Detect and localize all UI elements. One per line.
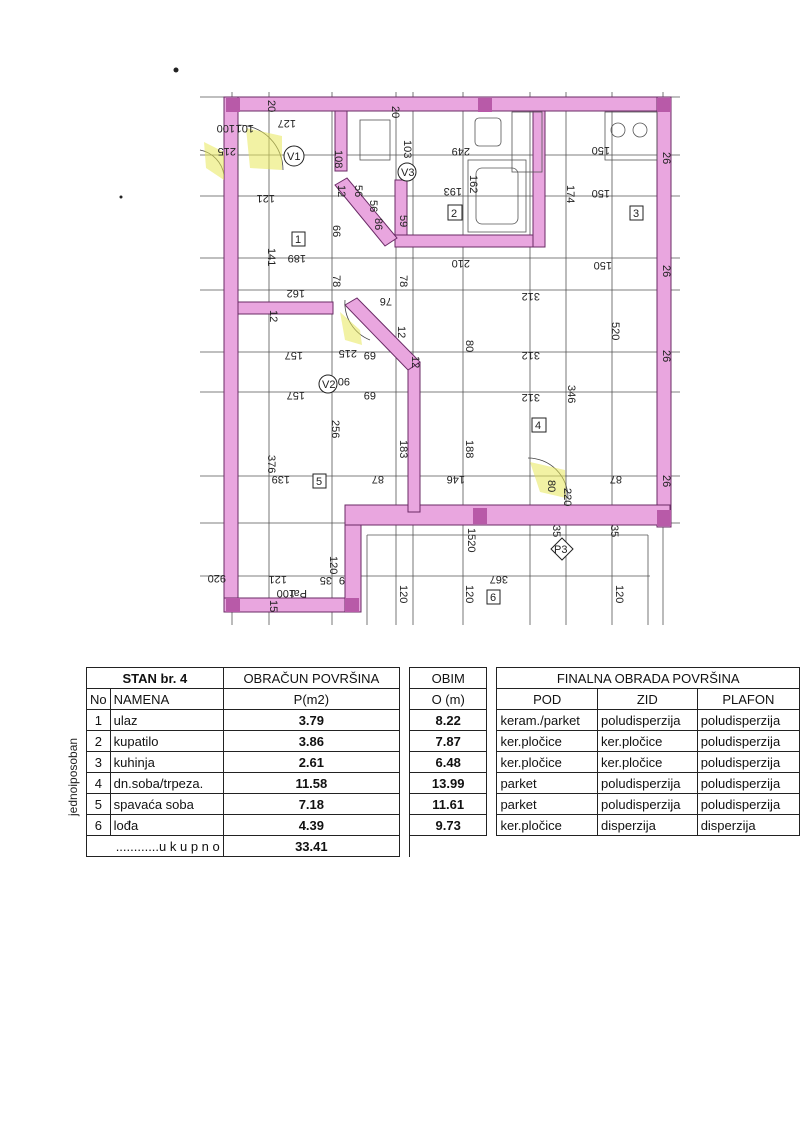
wall-finish: disperzija bbox=[597, 815, 697, 836]
door-tag-p3: P3 bbox=[554, 544, 568, 556]
dimension-label: 162 bbox=[286, 287, 305, 299]
room-area: 3.79 bbox=[223, 710, 399, 731]
floor-finish: ker.pločice bbox=[497, 815, 598, 836]
dimension-label: 189 bbox=[287, 252, 306, 264]
dimension-label: 56 bbox=[352, 185, 364, 198]
row-number: 2 bbox=[87, 731, 111, 752]
dimension-label: 174 bbox=[564, 185, 576, 204]
floor-finish: ker.pločice bbox=[497, 752, 598, 773]
ceiling-finish: poludisperzija bbox=[697, 710, 799, 731]
dimension-label: 256 bbox=[329, 420, 341, 439]
wall-header: ZID bbox=[597, 689, 697, 710]
dimension-label: 87 bbox=[609, 473, 622, 485]
dimension-labels bbox=[208, 100, 672, 612]
room-perimeter: 11.61 bbox=[410, 794, 487, 815]
dimension-label: 78 bbox=[397, 275, 409, 288]
area-unit-header: P(m2) bbox=[223, 689, 399, 710]
dimension-label: 249 bbox=[451, 145, 470, 157]
dimension-label: 66 bbox=[330, 225, 342, 238]
dimension-label: 20 bbox=[265, 100, 277, 113]
dimension-label: 56 bbox=[367, 200, 379, 213]
ceiling-finish: disperzija bbox=[697, 815, 799, 836]
floor-header: POD bbox=[497, 689, 598, 710]
dimension-label: 35 bbox=[608, 525, 620, 538]
dimension-label: 215 bbox=[217, 145, 236, 157]
dimension-label: 520 bbox=[609, 322, 621, 341]
dimension-label: 12 bbox=[395, 326, 407, 339]
table-row bbox=[87, 731, 800, 752]
table-row bbox=[87, 773, 800, 794]
dimension-label: 35 bbox=[319, 574, 332, 586]
dimension-label: 1520 bbox=[465, 528, 477, 553]
dimension-label: 121 bbox=[256, 192, 275, 204]
dimension-label: 157 bbox=[286, 389, 305, 401]
ink-dot bbox=[120, 196, 123, 199]
dimension-label: 76 bbox=[379, 295, 392, 307]
dimension-label: 312 bbox=[521, 391, 540, 403]
bathroom-fixtures bbox=[360, 120, 390, 160]
dimension-label: 9 bbox=[338, 574, 345, 586]
room-number-5: 5 bbox=[316, 476, 323, 488]
door-tag-v1: V1 bbox=[287, 151, 301, 163]
dimension-label: 35 bbox=[550, 525, 562, 538]
dimension-label: 86 bbox=[372, 218, 384, 231]
dimension-label: 69 bbox=[363, 389, 376, 401]
dimension-label: 120 bbox=[397, 585, 409, 604]
wall-finish: poludisperzija bbox=[597, 773, 697, 794]
dimension-label: 121 bbox=[268, 573, 287, 585]
dimension-label: 141 bbox=[265, 248, 277, 267]
total-area: 33.41 bbox=[223, 836, 399, 857]
room-name: kupatilo bbox=[110, 731, 223, 752]
room-area: 4.39 bbox=[223, 815, 399, 836]
door-tag-v3: V3 bbox=[401, 167, 415, 179]
dimension-label: 108 bbox=[332, 150, 344, 169]
room-number-2: 2 bbox=[451, 208, 458, 220]
room-area: 2.61 bbox=[223, 752, 399, 773]
room-area: 11.58 bbox=[223, 773, 399, 794]
wall-finish: poludisperzija bbox=[597, 794, 697, 815]
table-row bbox=[87, 815, 800, 836]
dimension-label: 183 bbox=[397, 440, 409, 459]
dimension-label: 103 bbox=[401, 140, 413, 159]
dimension-label: 215 bbox=[338, 347, 357, 359]
dimension-label: 127 bbox=[277, 117, 296, 129]
grid-lines bbox=[200, 92, 680, 625]
floor-finish: parket bbox=[497, 794, 598, 815]
row-number: 5 bbox=[87, 794, 111, 815]
dimension-label: 87 bbox=[371, 473, 384, 485]
dimension-label: 376 bbox=[265, 455, 277, 474]
floor-finish: parket bbox=[497, 773, 598, 794]
room-name: dn.soba/trpeza. bbox=[110, 773, 223, 794]
room-number-4: 4 bbox=[535, 420, 542, 432]
dimension-label: 78 bbox=[330, 275, 342, 288]
dimension-label: 120 bbox=[613, 585, 625, 604]
dimension-label: 193 bbox=[443, 185, 462, 197]
room-area: 3.86 bbox=[223, 731, 399, 752]
table-row bbox=[87, 794, 800, 815]
room-area: 7.18 bbox=[223, 794, 399, 815]
dimension-label: 101 bbox=[235, 122, 254, 134]
room-perimeter: 7.87 bbox=[410, 731, 487, 752]
dimension-label: 150 bbox=[591, 187, 610, 199]
room-perimeter: 9.73 bbox=[410, 815, 487, 836]
dimension-label: 146 bbox=[446, 473, 465, 485]
dimension-label: 150 bbox=[593, 259, 612, 271]
dimension-label: 26 bbox=[660, 475, 672, 488]
room-name: kuhinja bbox=[110, 752, 223, 773]
room-perimeter: 8.22 bbox=[410, 710, 487, 731]
room-number-1: 1 bbox=[295, 234, 302, 246]
room-number-3: 3 bbox=[633, 208, 640, 220]
dimension-label: 90 bbox=[337, 375, 350, 387]
dimension-label: 12 bbox=[409, 356, 421, 369]
dimension-label: 150 bbox=[591, 144, 610, 156]
dimension-label: 20 bbox=[389, 106, 401, 119]
dimension-label: 210 bbox=[451, 257, 470, 269]
dimension-label: 120 bbox=[463, 585, 475, 604]
floor-finish: keram./parket bbox=[497, 710, 598, 731]
dimension-label: 162 bbox=[467, 175, 479, 194]
dimension-label: 312 bbox=[521, 290, 540, 302]
ceiling-header: PLAFON bbox=[697, 689, 799, 710]
dimension-label: 367 bbox=[489, 573, 508, 585]
table-header-row bbox=[87, 668, 800, 689]
room-perimeter: 6.48 bbox=[410, 752, 487, 773]
no-header: No bbox=[87, 689, 111, 710]
row-number: 4 bbox=[87, 773, 111, 794]
dimension-label: 920 bbox=[207, 572, 226, 584]
wall-finish: ker.pločice bbox=[597, 752, 697, 773]
row-number: 1 bbox=[87, 710, 111, 731]
dimension-label: 15 bbox=[267, 600, 279, 613]
floor-finish: ker.pločice bbox=[497, 731, 598, 752]
room-name: spavaća soba bbox=[110, 794, 223, 815]
ceiling-finish: poludisperzija bbox=[697, 752, 799, 773]
row-number: 3 bbox=[87, 752, 111, 773]
room-name: lođa bbox=[110, 815, 223, 836]
dimension-label: 346 bbox=[565, 385, 577, 404]
dimension-label: 69 bbox=[363, 349, 376, 361]
dimension-label: 26 bbox=[660, 265, 672, 278]
room-perimeter: 13.99 bbox=[410, 773, 487, 794]
table-body bbox=[87, 710, 800, 836]
dimension-label: 26 bbox=[660, 350, 672, 363]
room-name: ulaz bbox=[110, 710, 223, 731]
finish-header: FINALNA OBRADA POVRŠINA bbox=[497, 668, 800, 689]
ceiling-finish: poludisperzija bbox=[697, 731, 799, 752]
dimension-label: 12 bbox=[267, 310, 279, 323]
dimension-label: 12 bbox=[335, 185, 347, 198]
ceiling-finish: poludisperzija bbox=[697, 794, 799, 815]
wall-finish: ker.pločice bbox=[597, 731, 697, 752]
row-number: 6 bbox=[87, 815, 111, 836]
table-row bbox=[87, 752, 800, 773]
dimension-label: Par bbox=[289, 587, 307, 599]
perimeter-unit-header: O (m) bbox=[410, 689, 487, 710]
apartment-title: STAN br. 4 bbox=[87, 668, 224, 689]
dimension-label: 26 bbox=[660, 152, 672, 165]
ceiling-finish: poludisperzija bbox=[697, 773, 799, 794]
dimension-label: 100 bbox=[276, 587, 295, 599]
dimension-label: 100 bbox=[216, 122, 235, 134]
apartment-type-text: jednoiposoban bbox=[66, 737, 80, 816]
total-row bbox=[87, 836, 800, 857]
area-header: OBRAČUN POVRŠINA bbox=[223, 668, 399, 689]
purpose-header: NAMENA bbox=[110, 689, 223, 710]
room-number-6: 6 bbox=[490, 592, 497, 604]
total-label: ............u k u p n o bbox=[87, 836, 224, 857]
door-tag-v2: V2 bbox=[322, 379, 336, 391]
dimension-label: 157 bbox=[284, 349, 303, 361]
wall-finish: poludisperzija bbox=[597, 710, 697, 731]
dimension-label: 80 bbox=[463, 340, 475, 353]
dimension-label: 139 bbox=[271, 473, 290, 485]
table-row bbox=[87, 710, 800, 731]
perimeter-header: OBIM bbox=[410, 668, 487, 689]
area-table bbox=[86, 667, 800, 857]
dimension-label: 220 bbox=[561, 488, 573, 507]
dimension-label: 312 bbox=[521, 349, 540, 361]
dimension-label: 59 bbox=[397, 215, 409, 228]
dimension-label: 120 bbox=[327, 556, 339, 575]
kitchen-fixtures bbox=[468, 112, 657, 232]
dimension-label: 80 bbox=[545, 480, 557, 493]
apartment-type-label bbox=[66, 706, 80, 816]
dimension-label: 188 bbox=[463, 440, 475, 459]
table-subheader-row bbox=[87, 689, 800, 710]
ink-dot bbox=[174, 68, 179, 73]
